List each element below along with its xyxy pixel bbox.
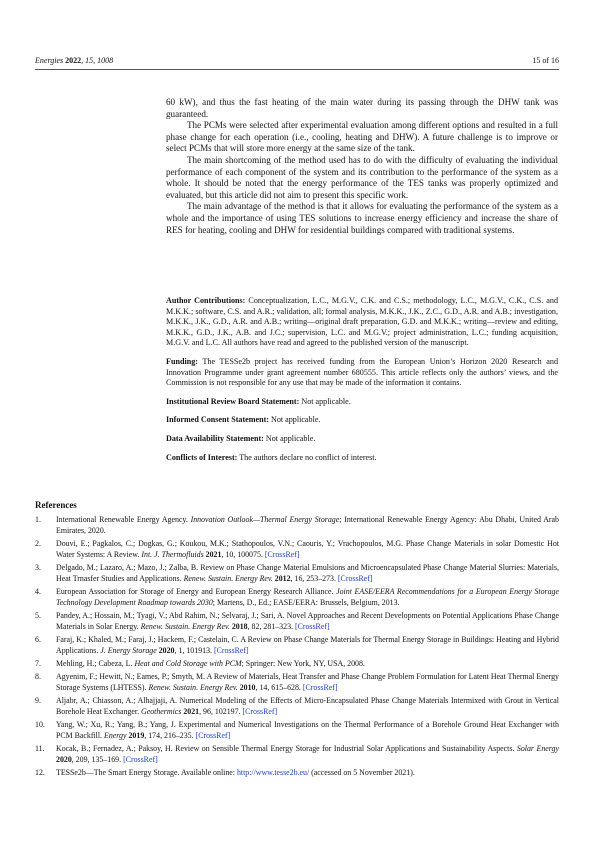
reference-number: 8.: [35, 672, 41, 682]
reference-authors-title: Mehling, H.; Cabeza, L.: [56, 658, 135, 668]
reference-number: 7.: [35, 658, 41, 668]
references-heading: References: [35, 500, 77, 510]
header-rule: [35, 69, 559, 70]
declaration-text: The TESSe2b project has received funding from the European Union’s Horizon 2020 Research and Innovation Programme under grant agreement number 680555. This article reflects only the authors’ views, and the Commission is not responsible for any use that may be made of the information it contains.: [166, 356, 558, 388]
conflicts-of-interest: [166, 453, 558, 464]
declaration-label: Institutional Review Board Statement:: [166, 396, 300, 406]
reference-details: ; Martens, D., Ed.; EASE/EERA: Brussels, Belgium, 2013.: [212, 597, 400, 607]
reference-source: Joint EASE/EERA Recommendations for a European Energy Storage Technology Development Roadmap towards 2030: [56, 586, 559, 607]
reference-number: 9.: [35, 696, 41, 706]
reference-details: , 209, 135–169.: [71, 754, 124, 764]
reference-item: [35, 563, 559, 585]
reference-authors-title: International Renewable Energy Agency.: [56, 515, 191, 524]
paragraph: 60 kW), and thus the fast heating of the main water during its passing through the DHW tank was guaranteed.: [166, 97, 558, 119]
body-text: [166, 97, 558, 236]
declaration-label: Conflicts of Interest:: [166, 452, 238, 462]
reference-list: [35, 515, 559, 781]
reference-item: [35, 672, 559, 694]
journal-citation: [35, 56, 113, 65]
journal-year: 2022: [65, 56, 82, 65]
reference-tail: (accessed on 5 November 2021).: [309, 768, 415, 778]
reference-item: [35, 539, 559, 561]
reference-authors-title: Pandey, A.; Hossain, M.; Tyagi, V.; Abd Rahim, N.; Selvaraj, J.; Sari, A. Novel Approaches and Recent Developments on Potential Applications Phase Change Materials in Solar Energy.: [56, 610, 559, 631]
reference-source: Heat and Cold Storage with PCM: [134, 658, 242, 668]
reference-authors-title: Yang, W.; Xu, R.; Yang, B.; Yang, J. Experimental and Numerical Investigations on the Thermal Performance of a Borehole Ground Heat Exchanger with PCM Backfill.: [56, 720, 559, 740]
reference-number: 4.: [35, 586, 41, 596]
reference-item: [35, 515, 559, 537]
reference-year: 2021: [181, 706, 200, 716]
reference-source: Renew. Sustain. Energy Rev.: [148, 682, 238, 692]
reference-item: [35, 768, 559, 779]
reference-number: 5.: [35, 610, 41, 620]
reference-number: 10.: [35, 720, 45, 730]
reference-details: , 174, 216–235.: [144, 730, 196, 740]
declaration-text: The authors declare no conflict of interest.: [237, 452, 377, 462]
reference-authors-title: Agyenim, F.; Hewitt, N.; Eames, P.; Smyth, M. A Review of Materials, Heat Transfer and Phase Change Problem Formulation for Latent Heat Thermal Energy Storage Systems (LHTESS).: [56, 672, 559, 692]
reference-item: [35, 659, 559, 670]
reference-year: 2012: [272, 573, 291, 583]
reference-link[interactable]: [CrossRef]: [337, 573, 373, 583]
reference-link[interactable]: [CrossRef]: [242, 706, 278, 716]
journal-name: Energies: [35, 56, 64, 65]
declaration-text: Not applicable.: [263, 433, 316, 443]
reference-year: 2018: [229, 621, 248, 631]
reference-link[interactable]: [CrossRef]: [195, 730, 231, 740]
irb-statement: [166, 397, 558, 408]
reference-details: , 10, 100075.: [221, 549, 265, 559]
reference-number: 12.: [35, 768, 45, 778]
reference-details: ; International Renewable Energy Agency: Abu Dhabi, United Arab Emirates, 2020.: [56, 515, 559, 535]
reference-source: Energy: [104, 730, 127, 740]
back-matter-declarations: [166, 296, 558, 471]
reference-year: 2020: [56, 754, 72, 764]
informed-consent: [166, 415, 558, 426]
reference-details: , 1, 101913.: [174, 645, 214, 655]
reference-source: Renew. Sustain. Energy Rev.: [183, 573, 273, 583]
declaration-label: Informed Consent Statement:: [166, 415, 269, 425]
reference-year: 2021: [203, 549, 222, 559]
declaration-label: Data Availability Statement:: [166, 433, 264, 443]
reference-item: [35, 720, 559, 742]
reference-source: Solar Energy: [516, 744, 559, 754]
reference-item: [35, 611, 559, 633]
reference-source: Geothermics: [141, 706, 182, 716]
reference-link[interactable]: [CrossRef]: [302, 682, 338, 692]
declaration-text: Not applicable.: [299, 396, 351, 406]
reference-authors-title: Faraj, K.; Khaled, M.; Faraj, J.; Hackem, F.; Castelain, C. A Review on Phase Change Materials for Thermal Energy Storage in Buildings: Heating and Hybrid Applications.: [56, 634, 559, 655]
reference-number: 6.: [35, 634, 41, 644]
reference-authors-title: Aljabr, A.; Chiasson, A.; Alhajjaji, A. Numerical Modeling of the Effects of Micro-Encapsulated Phase Change Materials Intermixed with Grout in Vertical Borehole Heat Exchanger.: [56, 696, 559, 716]
reference-source: Innovation Outlook—Thermal Energy Storage: [190, 515, 340, 524]
reference-number: 11.: [35, 744, 45, 754]
journal-volume: , 15, 1008: [81, 56, 114, 65]
reference-details: , 82, 281–323.: [247, 621, 295, 631]
reference-year: 2020: [156, 645, 175, 655]
reference-source: Renew. Sustain. Energy Rev.: [140, 621, 230, 631]
reference-year: 2019: [126, 730, 145, 740]
reference-authors-title: Delgado, M.; Lazaro, A.; Mazo, J.; Zalba, B. Review on Phase Change Material Emulsions and Microencapsulated Phase Change Material Slurries: Materials, Heat Trnasfer Studies and Applications.: [56, 562, 559, 583]
declaration-label: Author Contributions:: [166, 296, 246, 305]
funding: [166, 357, 558, 389]
reference-number: 1.: [35, 515, 41, 524]
reference-authors-title: European Association for Storage of Energy and European Energy Research Alliance.: [56, 586, 337, 596]
reference-details: ; Springer: New York, NY, USA, 2008.: [241, 658, 365, 668]
reference-item: [35, 635, 559, 657]
declaration-text: Conceptualization, L.C., M.G.V., C.K. and C.S.; methodology, L.C., M.G.V., C.K., C.S. and M.K.K.; software, C.S. and A.R.; validation, all; formal analysis, M.K.K., J.K., Z.C., G.D., A.R. and A.B.; investigation, M.K.K., J.K., G.D., A.R. and A.B.; writing—original draft preparation, G.D. and M.K.K.; writing—review and editing, M.K.K., G.D., J.K., A.B. and J.C.; supervision, L.C. and M.G.V.; project administration, L.C.; funding acquisition, M.G.V. and L.C. All authors have read and agreed to the published version of the manuscript.: [166, 296, 558, 348]
data-availability: [166, 434, 558, 445]
running-header: [35, 56, 559, 66]
reference-authors-title: Douvi, E.; Pagkalos, C.; Dogkas, G.; Koukou, M.K.; Stathopoulos, V.N.; Caouris, Y.; Vrachopoulos, M.G. Phase Change Materials in solar Domestic Hot Water Systems: A Review.: [56, 538, 559, 559]
reference-item: [35, 696, 559, 718]
reference-link[interactable]: http://www.tesse2b.eu/: [236, 768, 310, 778]
declaration-text: Not applicable.: [268, 415, 321, 425]
reference-source: J. Energy Storage: [100, 645, 157, 655]
reference-year: 2010: [237, 682, 256, 692]
paragraph: The main advantage of the method is that it allows for evaluating the performance of the system as a whole and the importance of using TES solutions to increase energy efficiency and increase the share of RES for heating, cooling and DHW for residential buildings compared with traditional systems.: [166, 201, 558, 235]
reference-link[interactable]: [CrossRef]: [123, 754, 158, 764]
paragraph: The PCMs were selected after experimental evaluation among different options and resulted in a full phase change for each operation (i.e., cooling, heating and DHW). A future challenge is to improve or select PCMs that will store more energy at the same size of the tank.: [166, 120, 558, 154]
reference-item: [35, 744, 559, 766]
reference-details: , 14, 615–628.: [255, 682, 303, 692]
paragraph: The main shortcoming of the method used has to do with the difficulty of evaluating the individual performance of each component of the system and its contribution to the performance of the system as a whole. It should be noted that the energy performance of the TES tanks was properly optimized and evaluated, but this article did not aim to present this specific work.: [166, 154, 558, 200]
reference-source: Int. J. Thermofluids: [141, 549, 204, 559]
reference-authors-title: TESSe2b—The Smart Energy Storage. Available online:: [56, 768, 237, 778]
reference-details: , 16, 253–273.: [290, 573, 338, 583]
reference-authors-title: Kocak, B.; Fernadez, A.; Paksoy, H. Review on Sensible Thermal Energy Storage for Industrial Solar Applications and Sustainability Aspects.: [56, 744, 517, 754]
reference-number: 2.: [35, 538, 41, 548]
declaration-label: Funding:: [166, 356, 198, 366]
reference-number: 3.: [35, 562, 41, 572]
reference-item: [35, 587, 559, 609]
reference-details: , 96, 102197.: [199, 706, 243, 716]
reference-link[interactable]: [CrossRef]: [294, 621, 330, 631]
author-contributions: [166, 296, 558, 349]
reference-link[interactable]: [CrossRef]: [213, 645, 249, 655]
reference-link[interactable]: [CrossRef]: [264, 549, 300, 559]
page-number: 15 of 16: [532, 56, 559, 65]
